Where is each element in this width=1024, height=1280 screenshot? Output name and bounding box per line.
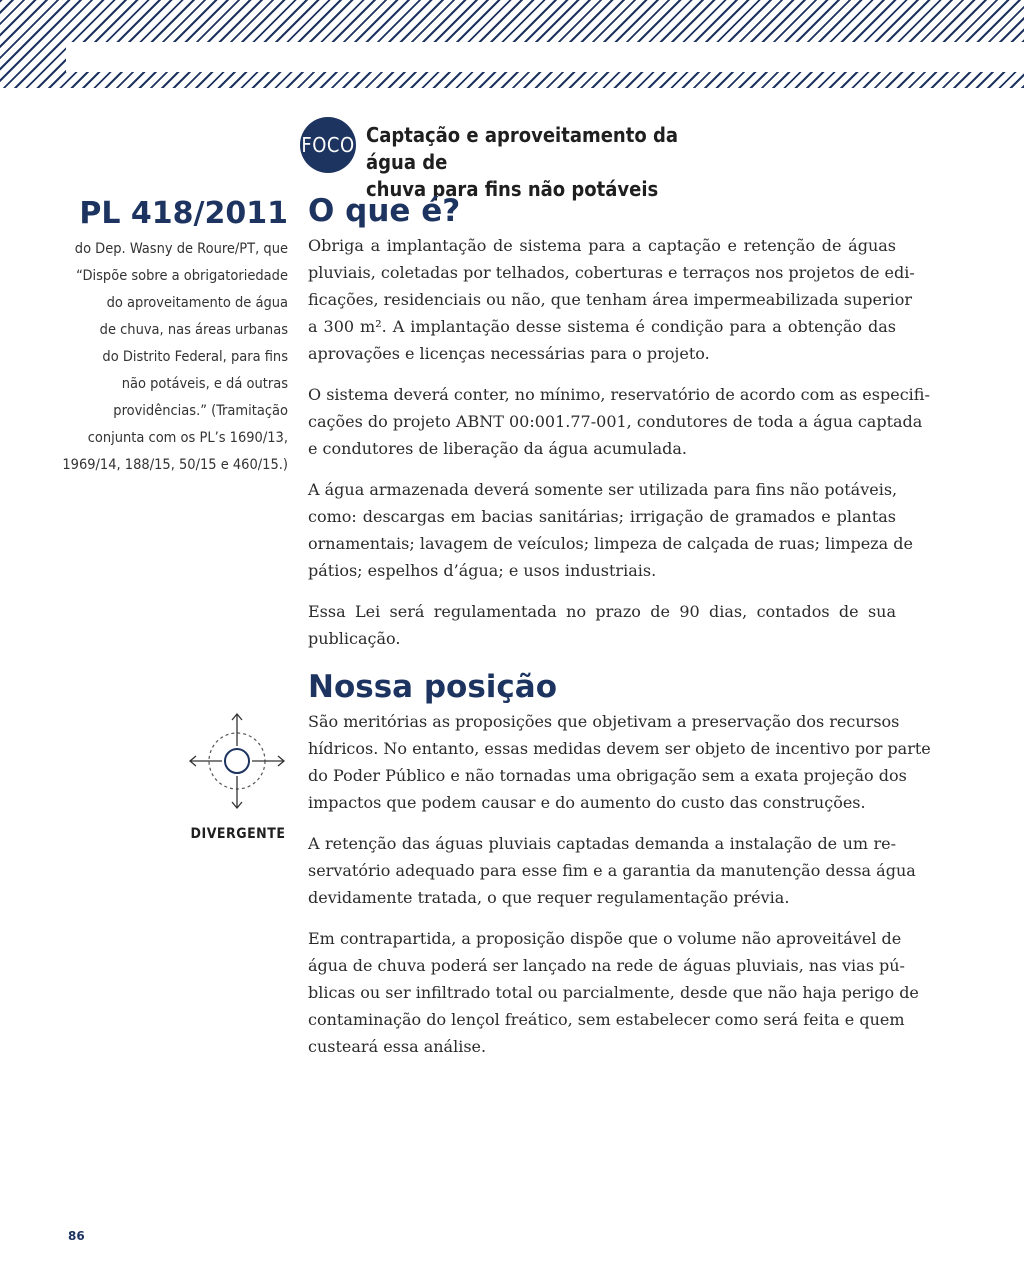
paragraph-line: cações do projeto ABNT 00:001.77-001, condutores de toda a água captada: [308, 412, 923, 431]
paragraph: [308, 232, 915, 367]
bill-description: [40, 236, 288, 479]
bill-description-line: do aproveitamento de água: [106, 295, 288, 311]
bill-description-line: “Dispõe sobre a obrigatoriedade: [76, 268, 288, 284]
sidebar: [40, 194, 288, 479]
paragraph-line: pluviais, coletadas por telhados, coberturas e terraços nos projetos de edi-: [308, 263, 915, 282]
paragraph-line: ornamentais; lavagem de veículos; limpeza de calçada de ruas; limpeza de: [308, 534, 913, 553]
bill-description-line: do Dep. Wasny de Roure/PT, que: [74, 241, 288, 257]
paragraph-line: hídricos. No entanto, essas medidas devem ser objeto de incentivo por parte: [308, 739, 931, 758]
paragraph-line: pátios; espelhos d’água; e usos industriais.: [308, 561, 657, 580]
paragraph-line: servatório adequado para esse fim e a garantia da manutenção dessa água: [308, 861, 916, 880]
bill-description-line: do Distrito Federal, para fins: [102, 349, 288, 365]
paragraph: [308, 476, 913, 584]
paragraph-line: contaminação do lençol freático, sem estabelecer como será feita e quem: [308, 1010, 905, 1029]
bill-description-line: 1969/14, 188/15, 50/15 e 460/15.): [62, 457, 288, 473]
paragraph-line: Obriga a implantação de sistema para a captação e retenção de águas: [308, 236, 896, 255]
divergent-icon: [186, 710, 288, 812]
paragraph-line: São meritórias as proposições que objetivam a preservação dos recursos: [308, 712, 900, 731]
paragraph-line: água de chuva poderá ser lançado na rede de águas pluviais, nas vias pú-: [308, 956, 905, 975]
paragraph-line: blicas ou ser infiltrado total ou parcialmente, desde que não haja perigo de: [308, 983, 919, 1002]
paragraph-line: Essa Lei será regulamentada no prazo de 90 dias, contados de sua: [308, 602, 896, 621]
foco-title-line: Captação e aproveitamento da água de: [366, 123, 678, 174]
paragraph: [308, 598, 896, 652]
paragraph-line: impactos que podem causar e do aumento do custo das construções.: [308, 793, 866, 812]
foco-title-line: chuva para fins não potáveis: [366, 177, 659, 201]
section-heading-nossa-posicao: Nossa posição: [308, 669, 558, 705]
section-o-que-e-body: [308, 232, 930, 652]
bill-description-line: de chuva, nas áreas urbanas: [99, 322, 288, 338]
foco-badge: FOCO: [300, 117, 356, 173]
paragraph-line: custeará essa análise.: [308, 1037, 487, 1056]
paragraph-line: do Poder Público e não tornadas uma obrigação sem a exata projeção dos: [308, 766, 907, 785]
main-content: [308, 190, 931, 1074]
bill-title: PL 418/2011: [79, 196, 288, 231]
paragraph-line: como: descargas em bacias sanitárias; irrigação de gramados e plantas: [308, 507, 896, 526]
paragraph-line: A água armazenada deverá somente ser utilizada para fins não potáveis,: [308, 480, 898, 499]
section-nossa-posicao-body: [308, 708, 931, 1060]
paragraph-line: publicação.: [308, 629, 401, 648]
paragraph-line: e condutores de liberação da água acumulada.: [308, 439, 688, 458]
paragraph-line: ficações, residenciais ou não, que tenham área impermeabilizada superior: [308, 290, 912, 309]
paragraph: [308, 830, 916, 911]
bill-description-line: não potáveis, e dá outras: [121, 376, 288, 392]
paragraph: [308, 925, 919, 1060]
paragraph-line: a 300 m². A implantação desse sistema é condição para a obtenção das: [308, 317, 896, 336]
header-bar: [66, 42, 1024, 72]
paragraph-line: A retenção das águas pluviais captadas demanda a instalação de um re-: [308, 834, 896, 853]
paragraph: [308, 708, 931, 816]
position-label: DIVERGENTE: [190, 826, 286, 842]
bill-description-line: providências.” (Tramitação: [113, 403, 288, 419]
paragraph-line: aprovações e licenças necessárias para o projeto.: [308, 344, 710, 363]
bill-description-line: conjunta com os PL’s 1690/13,: [87, 430, 288, 446]
paragraph-line: Em contrapartida, a proposição dispõe que o volume não aproveitável de: [308, 929, 902, 948]
paragraph: [308, 381, 930, 462]
page-number: 86: [68, 1229, 85, 1243]
paragraph-line: O sistema deverá conter, no mínimo, reservatório de acordo com as especifi-: [308, 385, 930, 404]
section-heading-o-que-e: O que é?: [308, 193, 461, 229]
paragraph-line: devidamente tratada, o que requer regulamentação prévia.: [308, 888, 790, 907]
